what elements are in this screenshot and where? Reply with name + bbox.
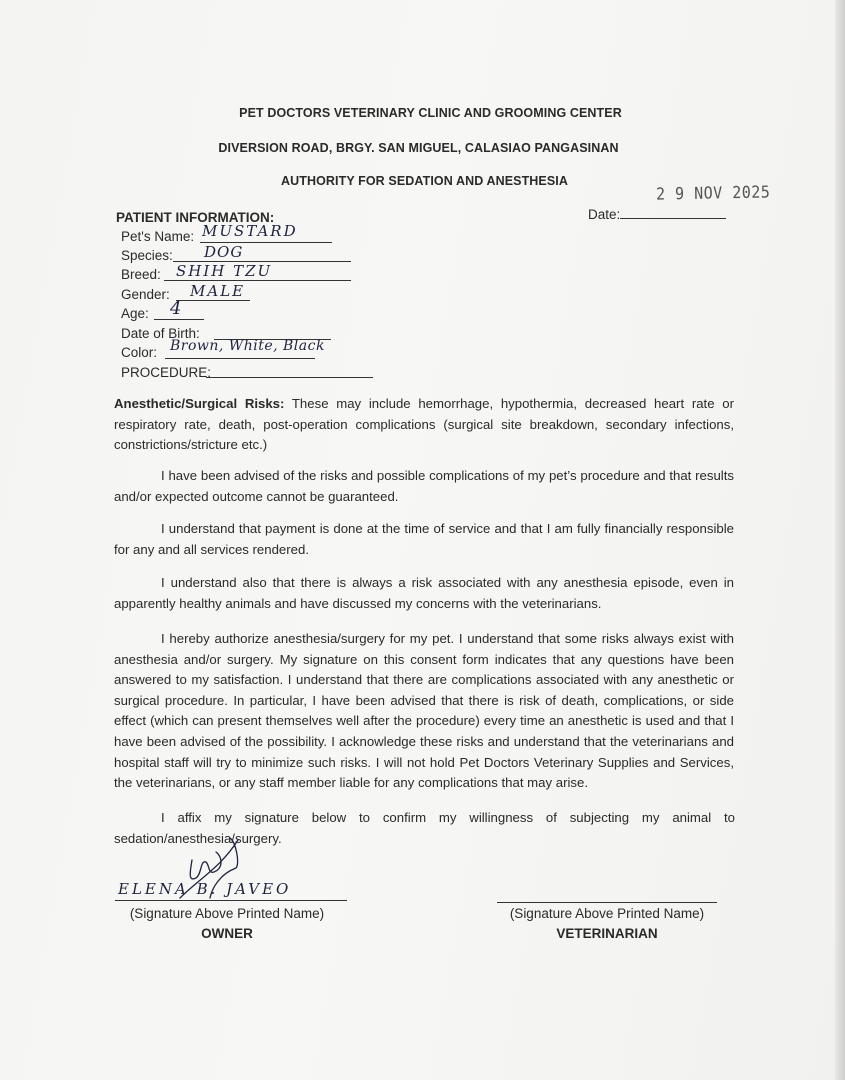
gender-value: MALE bbox=[190, 282, 246, 300]
clinic-name: PET DOCTORS VETERINARY CLINIC AND GROOMING CENTER bbox=[239, 106, 622, 120]
owner-signature-caption: (Signature Above Printed Name) bbox=[129, 906, 325, 921]
color-value: Brown, White, Black bbox=[170, 338, 325, 354]
color-line bbox=[165, 358, 315, 359]
clinic-address: DIVERSION ROAD, BRGY. SAN MIGUEL, CALASIAO PANGASINAN bbox=[218, 141, 619, 155]
breed-line bbox=[164, 280, 351, 281]
veterinarian-signature-caption: (Signature Above Printed Name) bbox=[509, 906, 705, 921]
owner-signature-block bbox=[102, 906, 352, 941]
color-label: Color: bbox=[121, 345, 158, 360]
species-label: Species: bbox=[121, 248, 173, 263]
age-value: 4 bbox=[170, 298, 183, 319]
age-label: Age: bbox=[121, 306, 149, 321]
procedure-label: PROCEDURE: bbox=[121, 365, 212, 380]
procedure-line bbox=[206, 377, 373, 378]
date-stamp: 2 9 NOV 2025 bbox=[655, 182, 771, 204]
pets-name-label: Pet's Name: bbox=[121, 229, 195, 244]
veterinarian-signature-line bbox=[497, 902, 717, 903]
consent-paragraph-3: I understand also that there is always a risk associated with any anesthesia episode, even in apparently healthy animals and have discussed my concerns with the veterinarians. bbox=[114, 575, 734, 611]
date-field bbox=[588, 206, 726, 222]
patient-info-title: PATIENT INFORMATION: bbox=[116, 210, 275, 225]
species-value: DOG bbox=[204, 243, 244, 261]
age-line bbox=[154, 319, 204, 320]
form-title: AUTHORITY FOR SEDATION AND ANESTHESIA bbox=[280, 174, 569, 188]
owner-printed-name: ELENA B. JAVEO bbox=[118, 880, 292, 898]
owner-role: OWNER bbox=[201, 926, 253, 941]
breed-value: SHIH TZU bbox=[176, 262, 273, 280]
veterinarian-signature-block bbox=[482, 906, 732, 941]
risks-text: These may include hemorrhage, hypothermia, decreased heart rate or respiratory rate, death, post-operation complications (surgical site breakdown, secondary infections, constrictions/stricture etc.) bbox=[114, 396, 734, 453]
consent-paragraph-4: I hereby authorize anesthesia/surgery for my pet. I understand that some risks always exist with anesthesia and/or surgery. My signature on this consent form indicates that any questions have been answered to my satisfaction. I understand that there are complications associated with any anesthetic or surgical procedure. In particular, I have been advised that there is risk of death, complications, or side effect (which can present themselves well after the procedure) every time an anesthetic is used and that I have been advised of the possibility. I acknowledge these risks and understand that the veterinarians and hospital staff will try to minimize such risks. I will not hold Pet Doctors Veterinary Supplies and Services, the veterinarians, or any staff member liable for any complications that may arise. bbox=[114, 631, 734, 791]
owner-signature-line bbox=[115, 900, 347, 901]
consent-paragraph-2: I understand that payment is done at the time of service and that I am fully financially responsible for any and all services rendered. bbox=[114, 521, 734, 557]
consent-paragraph-1: I have been advised of the risks and possible complications of my pet’s procedure and that results and/or expected outcome cannot be guaranteed. bbox=[114, 468, 734, 504]
risks-paragraph bbox=[114, 394, 734, 456]
date-blank-line bbox=[620, 206, 726, 219]
breed-label: Breed: bbox=[121, 267, 161, 282]
date-label: Date: bbox=[588, 207, 621, 222]
veterinarian-role: VETERINARIAN bbox=[556, 926, 658, 941]
risks-heading: Anesthetic/Surgical Risks: bbox=[114, 396, 285, 411]
gender-label: Gender: bbox=[121, 287, 170, 302]
pets-name-value: MUSTARD bbox=[202, 222, 298, 240]
paper-edge-shadow bbox=[835, 0, 845, 1080]
date-of-birth-label: Date of Birth: bbox=[121, 326, 200, 341]
consent-paragraph-5: I affix my signature below to confirm my willingness of subjecting my animal to sedation/anesthesia/surgery. bbox=[114, 810, 735, 846]
gender-line bbox=[176, 300, 250, 301]
